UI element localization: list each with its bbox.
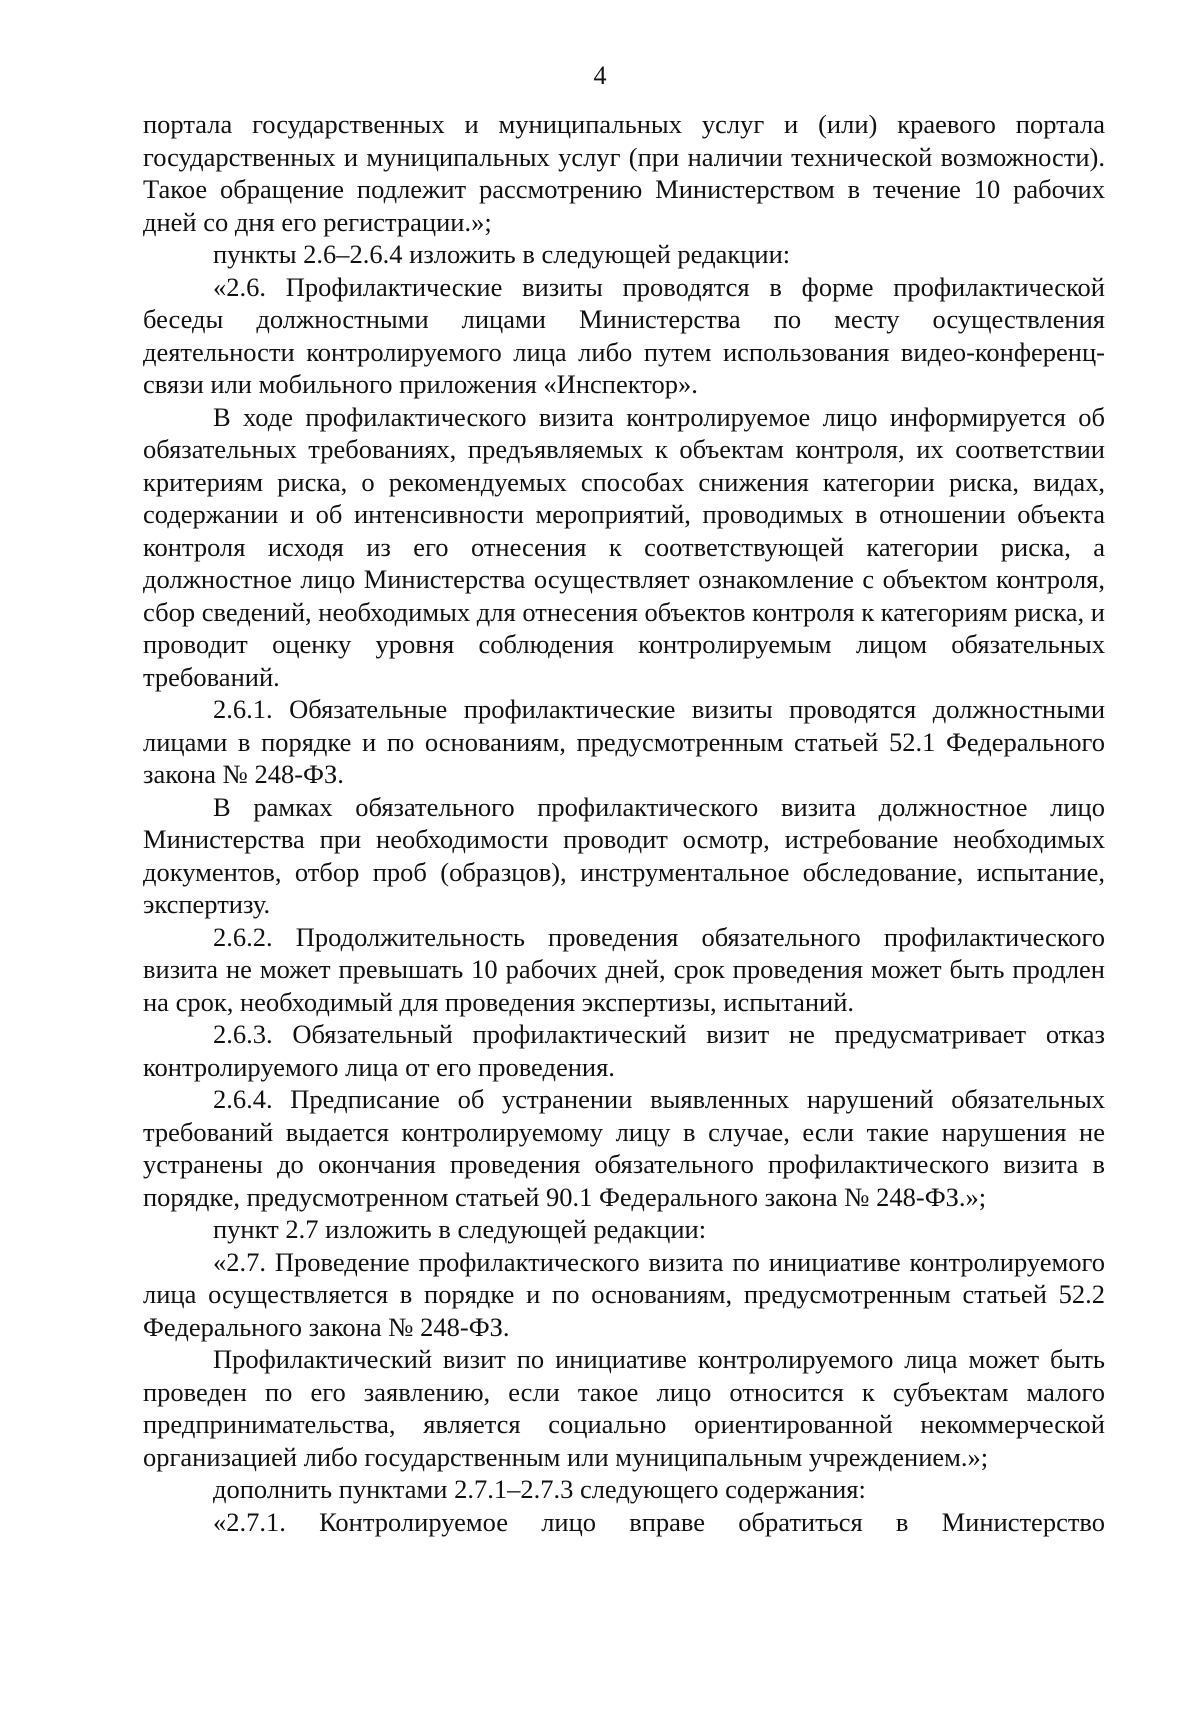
paragraph-2-6: «2.6. Профилактические визиты проводятся в форме профилактической беседы должностными лицами Министерства по месту осуществления деятельности контролируемого лица либо путем использования видео-конференц-связи или мобильного приложения «Инспектор». <box>143 271 1105 399</box>
paragraph-initiative-visit: Профилактический визит по инициативе контролируемого лица может быть проведен по его заявлению, если такое лицо относится к субъектам малого предпринимательства, является социально ориентированной некоммерческой организацией либо государственным или муниципальным учреждением.»; <box>143 1344 1105 1472</box>
paragraph-mandatory-visit-scope: В рамках обязательного профилактического визита должностное лицо Министерства при необходимости проводит осмотр, истребование необходимых документов, отбор проб (образцов), инструментальное обследование, испытание, экспертизу. <box>143 791 1105 919</box>
paragraph-item-2-7-intro: пункт 2.7 изложить в следующей редакции: <box>213 1214 707 1244</box>
paragraph-2-7-1: «2.7.1. Контролируемое лицо вправе обратиться в Министерство <box>213 1506 1105 1537</box>
paragraph-visit-info: В ходе профилактического визита контролируемое лицо информируется об обязательных требованиях, предъявляемых к объектам контроля, их соответствии критериям риска, о рекомендуемых способах снижения категории риска, видах, содержании и об интенсивности мероприятий, проводимых в отношении объекта контроля исходя из его отнесения к соответствующей категории риска, а должностное лицо Министерства осуществляет ознакомление с объектом контроля, сбор сведений, необходимых для отнесения объектов контроля к категориям риска, и проводит оценку уровня соблюдения контролируемым лицом обязательных требований. <box>143 401 1105 692</box>
page-number: 4 <box>593 61 607 90</box>
paragraph-2-6-3: 2.6.3. Обязательный профилактический визит не предусматривает отказ контролируемого лица от его проведения. <box>143 1019 1105 1082</box>
paragraph-2-6-2: 2.6.2. Продолжительность проведения обязательного профилактического визита не может превышать 10 рабочих дней, срок проведения может быть продлен на срок, необходимый для проведения экспертизы, испытаний. <box>143 921 1105 1017</box>
paragraph-2-7: «2.7. Проведение профилактического визита по инициативе контролируемого лица осуществляется в порядке и по основаниям, предусмотренным статьей 52.2 Федерального закона № 248-ФЗ. <box>143 1246 1105 1342</box>
document-body <box>143 108 1105 1538</box>
paragraph-2-6-1: 2.6.1. Обязательные профилактические визиты проводятся должностными лицами в порядке и по основаниям, предусмотренным статьей 52.1 Федерального закона № 248-ФЗ. <box>143 694 1105 789</box>
paragraph-items-2-7-1-intro: дополнить пунктами 2.7.1–2.7.3 следующего содержания: <box>213 1474 866 1504</box>
paragraph-items-2-6-intro: пункты 2.6–2.6.4 изложить в следующей редакции: <box>213 239 791 269</box>
paragraph-2-6-4: 2.6.4. Предписание об устранении выявленных нарушений обязательных требований выдается контролируемому лицу в случае, если такие нарушения не устранены до окончания проведения обязательного профилактического визита в порядке, предусмотренном статьей 90.1 Федерального закона № 248-ФЗ.»; <box>143 1084 1105 1212</box>
paragraph-portal-continuation: портала государственных и муниципальных услуг и (или) краевого портала государственных и муниципальных услуг (при наличии технической возможности). Такое обращение подлежит рассмотрению Министерством в течение 10 рабочих дней со дня его регистрации.»; <box>143 109 1105 237</box>
